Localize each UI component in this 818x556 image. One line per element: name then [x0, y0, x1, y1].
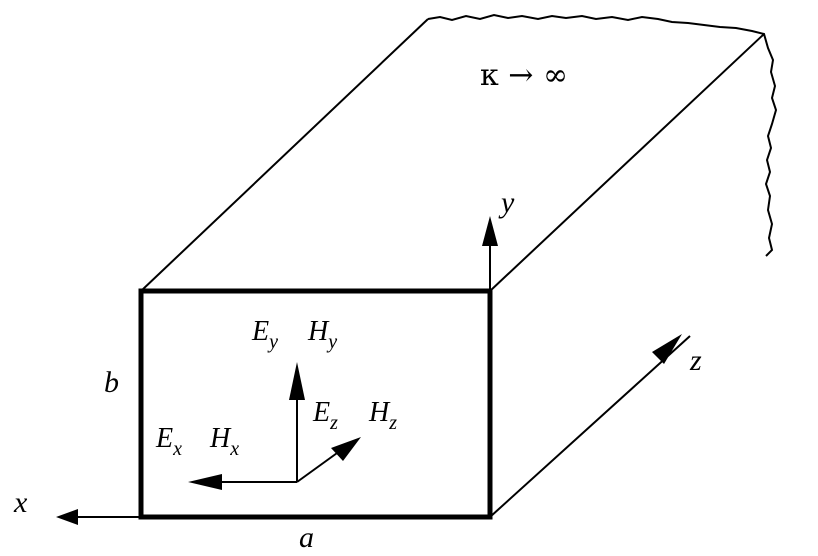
y-axis-label: y [501, 186, 515, 219]
broken-back-edge [428, 15, 776, 256]
field-x-arrowhead [188, 474, 222, 490]
x-axis-arrowhead [56, 509, 78, 525]
top-left-edge [141, 19, 428, 291]
z-axis-label: z [690, 344, 702, 377]
height-label-b: b [104, 366, 119, 399]
label-hz: $H_z$ [369, 397, 398, 434]
bottom-right-edge [490, 336, 690, 517]
label-hy: $H_y$ [308, 316, 338, 353]
label-ez: $E_z$ [313, 397, 338, 434]
field-y-arrowhead [289, 362, 305, 400]
z-axis-arrowhead [652, 334, 682, 364]
width-label-a: a [299, 521, 314, 554]
x-axis-label: x [14, 486, 28, 519]
field-z-arrowhead [331, 437, 361, 461]
label-ex: $E_x$ [156, 423, 182, 460]
label-ey: $E_y$ [252, 316, 278, 353]
coordinate-axes [56, 216, 682, 525]
conductivity-condition: κ → ∞ [480, 58, 568, 93]
label-hx: $H_x$ [210, 423, 240, 460]
y-axis-arrowhead [482, 216, 498, 246]
